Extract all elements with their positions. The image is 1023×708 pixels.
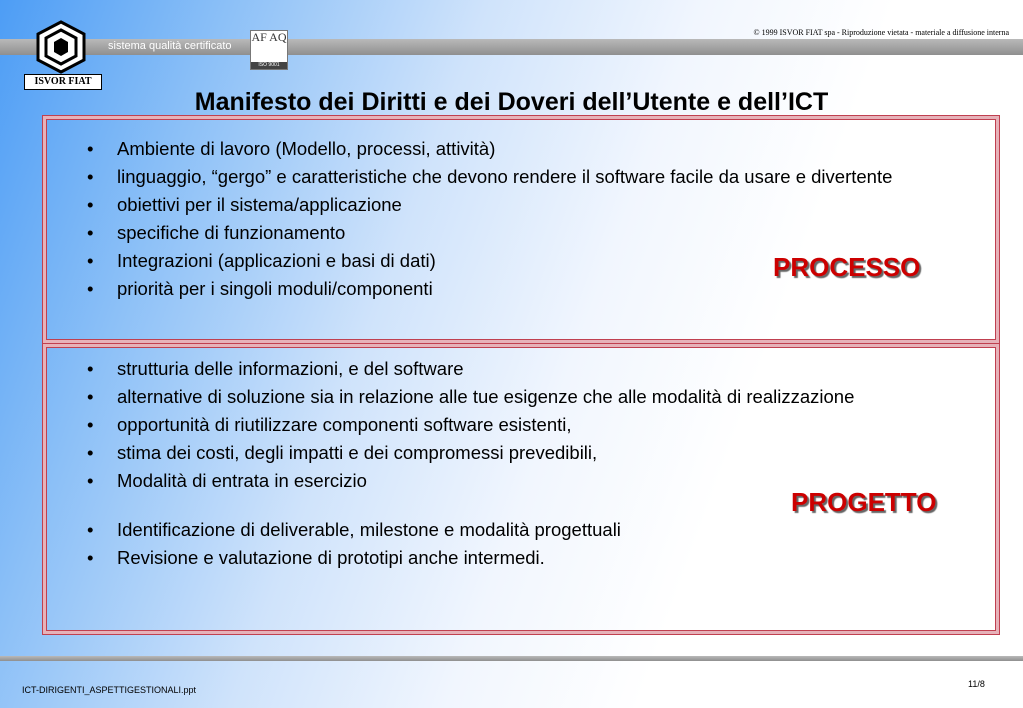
list-item: • opportunità di riutilizzare componenti software esistenti, [87, 414, 907, 435]
processo-panel [46, 119, 996, 340]
list-item: • strutturia delle informazioni, e del software [87, 358, 907, 379]
progetto-label: PROGETTO [791, 487, 937, 517]
afaq-iso-label: ISO 9001 [251, 62, 287, 69]
list-item: • linguaggio, “gergo” e caratteristiche che devono rendere il software facile da usare e divertente [87, 166, 907, 187]
list-item: • priorità per i singoli moduli/componenti [87, 278, 907, 299]
copyright-notice: © 1999 ISVOR FIAT spa - Riproduzione vietata - materiale a diffusione interna [753, 28, 1009, 37]
isvor-logo-icon [22, 20, 100, 76]
list-item: • obiettivi per il sistema/applicazione [87, 194, 907, 215]
afaq-letters: AF AQ [251, 30, 287, 44]
afaq-iso-logo [250, 30, 288, 70]
list-item: • Integrazioni (applicazioni e basi di dati) [87, 250, 907, 271]
list-item: • Identificazione di deliverable, milestone e modalità progettuali [87, 519, 907, 540]
list-item: • specifiche di funzionamento [87, 222, 907, 243]
progetto-list [87, 358, 907, 575]
footer-filename: ICT-DIRIGENTI_ASPETTIGESTIONALI.ppt [22, 685, 197, 695]
progetto-panel [46, 347, 996, 631]
page-number: 11/8 [968, 679, 985, 689]
list-item: • Modalità di entrata in esercizio [87, 470, 907, 491]
certification-text: sistema qualità certificato [108, 40, 232, 52]
list-item: • alternative di soluzione sia in relazione alle tue esigenze che alle modalità di realizzazione [87, 386, 907, 407]
logo-text: ISVOR FIAT [24, 74, 102, 90]
page-title: Manifesto dei Diritti e dei Doveri dell’Utente e dell’ICT [194, 88, 829, 116]
list-item: • stima dei costi, degli impatti e dei compromessi prevedibili, [87, 442, 907, 463]
processo-label: PROCESSO [773, 252, 921, 282]
footer-bar [0, 656, 1023, 661]
list-item: • Revisione e valutazione di prototipi anche intermedi. [87, 547, 907, 568]
list-item: • Ambiente di lavoro (Modello, processi, attività) [87, 138, 907, 159]
list-spacer [87, 498, 907, 519]
